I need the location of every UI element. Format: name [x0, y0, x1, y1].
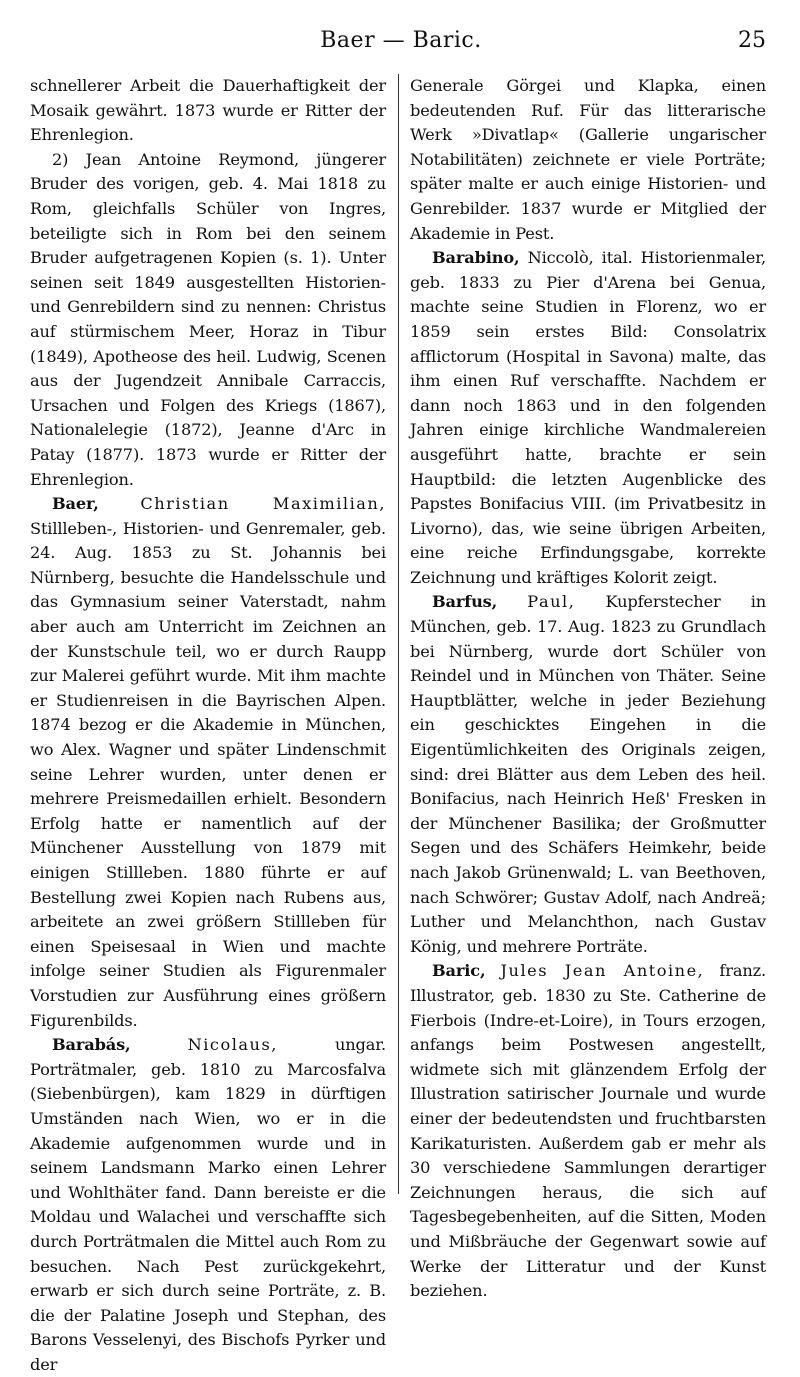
page-header	[30, 28, 772, 64]
lemma-baric: Baric,	[432, 961, 486, 981]
lemma-barabas: Barabás,	[52, 1035, 131, 1055]
lemma-barfus: Barfus,	[432, 592, 498, 612]
entry-text-barabino: Niccolò, ital. Historienmaler, geb. 1833 zu Pier d'Arena bei Genua, machte seine Studien in Florenz, wo er 1859 sein erstes Bild: Consolatrix afflictorum (Hospital in Savona) malte, das ihm einen Ruf verschaffte. Nachdem er dann noch 1863 und in den folgenden Jahren einige kirchliche Wandmalereien ausgeführt hatte, brachte er sein Hauptbild: die letzten Augenblicke des Papstes Bonifacius VIII. (im Privatbesitz in Livorno), das, wie seine übrigen Arbeiten, eine reiche Erfindungsgabe, korrekte Zeichnung und kräftiges Kolorit zeigt.	[410, 248, 767, 587]
column-divider	[398, 74, 399, 1194]
entry-baer	[30, 492, 386, 1033]
given-name-baric: Jules Jean Antoine,	[500, 961, 705, 981]
entry-text-barfus: Kupferstecher in München, geb. 17. Aug. 1823 zu Grundlach bei Nürnberg, wurde dort Schüler von Reindel und in München von Thäter. Seine Hauptblätter, welche in jeder Beziehung ein geschicktes Eingehen in die Eigentümlichkeiten des Originals zeigen, sind: drei Blätter aus dem Leben des heil. Bonifacius, nach Heinrich Heß' Fresken in der Münchener Basilika; der Großmutter Segen und des Schäfers Heimkehr, beide nach Jakob Grünenwald; L. van Beethoven, nach Schwörer; Gustav Adolf, nach Andreä; Luther und Melanchthon, nach Gustav König, und mehrere Porträte.	[410, 592, 767, 956]
entry-text-barabas: ungar. Porträtmaler, geb. 1810 zu Marcosfalva (Siebenbürgen), kam 1829 in dürftigen Umständen nach Wien, wo er in die Akademie aufgenommen wurde und in seinem Landsmann Marko einen Lehrer und Wohlthäter fand. Dann bereiste er die Moldau und Walachei und verschaffte sich durch Porträtmalen die Mittel auch Rom zu besuchen. Nach Pest zurückgekehrt, erwarb er sich durch seine Porträte, z. B. die der Palatine Joseph und Stephan, des Barons Vesselenyi, des Bischofs Pyrker und der	[30, 1035, 387, 1374]
given-name-barfus: Paul,	[527, 592, 576, 612]
given-name-baer: Christian Maximilian,	[140, 494, 387, 514]
left-column	[30, 74, 387, 1374]
entry-text-baric: franz. Illustrator, geb. 1830 zu Ste. Catherine de Fierbois (Indre-et-Loire), in Tours erzogen, anfangs beim Postwesen angestellt, widmete sich mit glänzendem Erfolg der Illustration satirischer Journale und wurde einer der bedeutendsten und fruchtbarsten Karikaturisten. Außerdem gab er mehr als 30 verschiedene Sammlungen derartiger Zeichnungen heraus, die sich auf Tagesbegebenheiten, auf die Sitten, Moden und Mißbräuche der Gegenwart sowie auf Werke der Litteratur und der Kunst beziehen.	[410, 961, 767, 1301]
entry-reymond: 2) Jean Antoine Reymond, jüngerer Bruder des vorigen, geb. 4. Mai 1818 zu Rom, gleichfalls Schüler von Ingres, beteiligte sich in Rom bei den seinem Bruder aufgetragenen Kopien (s. 1). Unter seinen seit 1849 ausgestellten Historien- und Genrebildern sind zu nennen: Christus auf stürmischem Meer, Horaz in Tibur (1849), Apotheose des heil. Ludwig, Scenen aus der Jugendzeit Annibale Carraccis, Ursachen und Folgen des Kriegs (1867), Nationalelegie (1872), Jeanne d'Arc in Patay (1877). 1873 wurde er Ritter der Ehrenlegion.	[30, 149, 386, 489]
lemma-barabino: Barabino,	[432, 248, 520, 268]
lemma-baer: Baer,	[52, 494, 99, 514]
entry-continuation-barabas: Generale Görgei und Klapka, einen bedeutenden Ruf. Für das litterarische Werk »Divatlap« (Gallerie ungarischer Notabilitäten) zeichnete er viele Porträte; später malte er auch einige Historien- und Genrebilder. 1837 wurde er Mitglied der Akademie in Pest.	[410, 76, 766, 243]
entry-barfus	[410, 590, 766, 959]
entry-text-baer: Stillleben-, Historien- und Genremaler, geb. 24. Aug. 1853 zu St. Johannis bei Nürnberg, besuchte die Handelsschule und das Gymnasium seiner Vaterstadt, nahm aber auch am Unterricht im Zeichnen an der Kunstschule teil, wo er durch Raupp zur Malerei geführt wurde. Mit ihm machte er Studienreisen in die Bayrischen Alpen. 1874 bezog er die Akademie in München, wo Alex. Wagner und später Lindenschmit seine Lehrer wurden, unter denen er mehrere Preismedaillen erhielt. Besondern Erfolg hatte er namentlich auf der Münchener Ausstellung von 1879 mit einigen Stillleben. 1880 führte er auf Bestellung zwei Kopien nach Rubens aus, arbeitete an zwei größern Stillleben für einen Speisesaal in Wien und machte infolge seiner Studien als Figurenmaler Vorstudien zur Ausführung eines größern Figurenbilds.	[30, 518, 386, 1030]
entry-continuation: schnellerer Arbeit die Dauerhaftigkeit der Mosaik gewährt. 1873 wurde er Ritter der Ehrenlegion.	[30, 76, 386, 145]
entry-baric	[410, 959, 766, 1303]
right-column	[410, 74, 767, 1301]
entry-barabas	[30, 1033, 386, 1377]
running-title: Baer — Baric.	[320, 28, 482, 53]
given-name-barabas: Nicolaus,	[187, 1035, 278, 1055]
page-number: 25	[738, 28, 766, 53]
entry-barabino	[410, 246, 766, 590]
